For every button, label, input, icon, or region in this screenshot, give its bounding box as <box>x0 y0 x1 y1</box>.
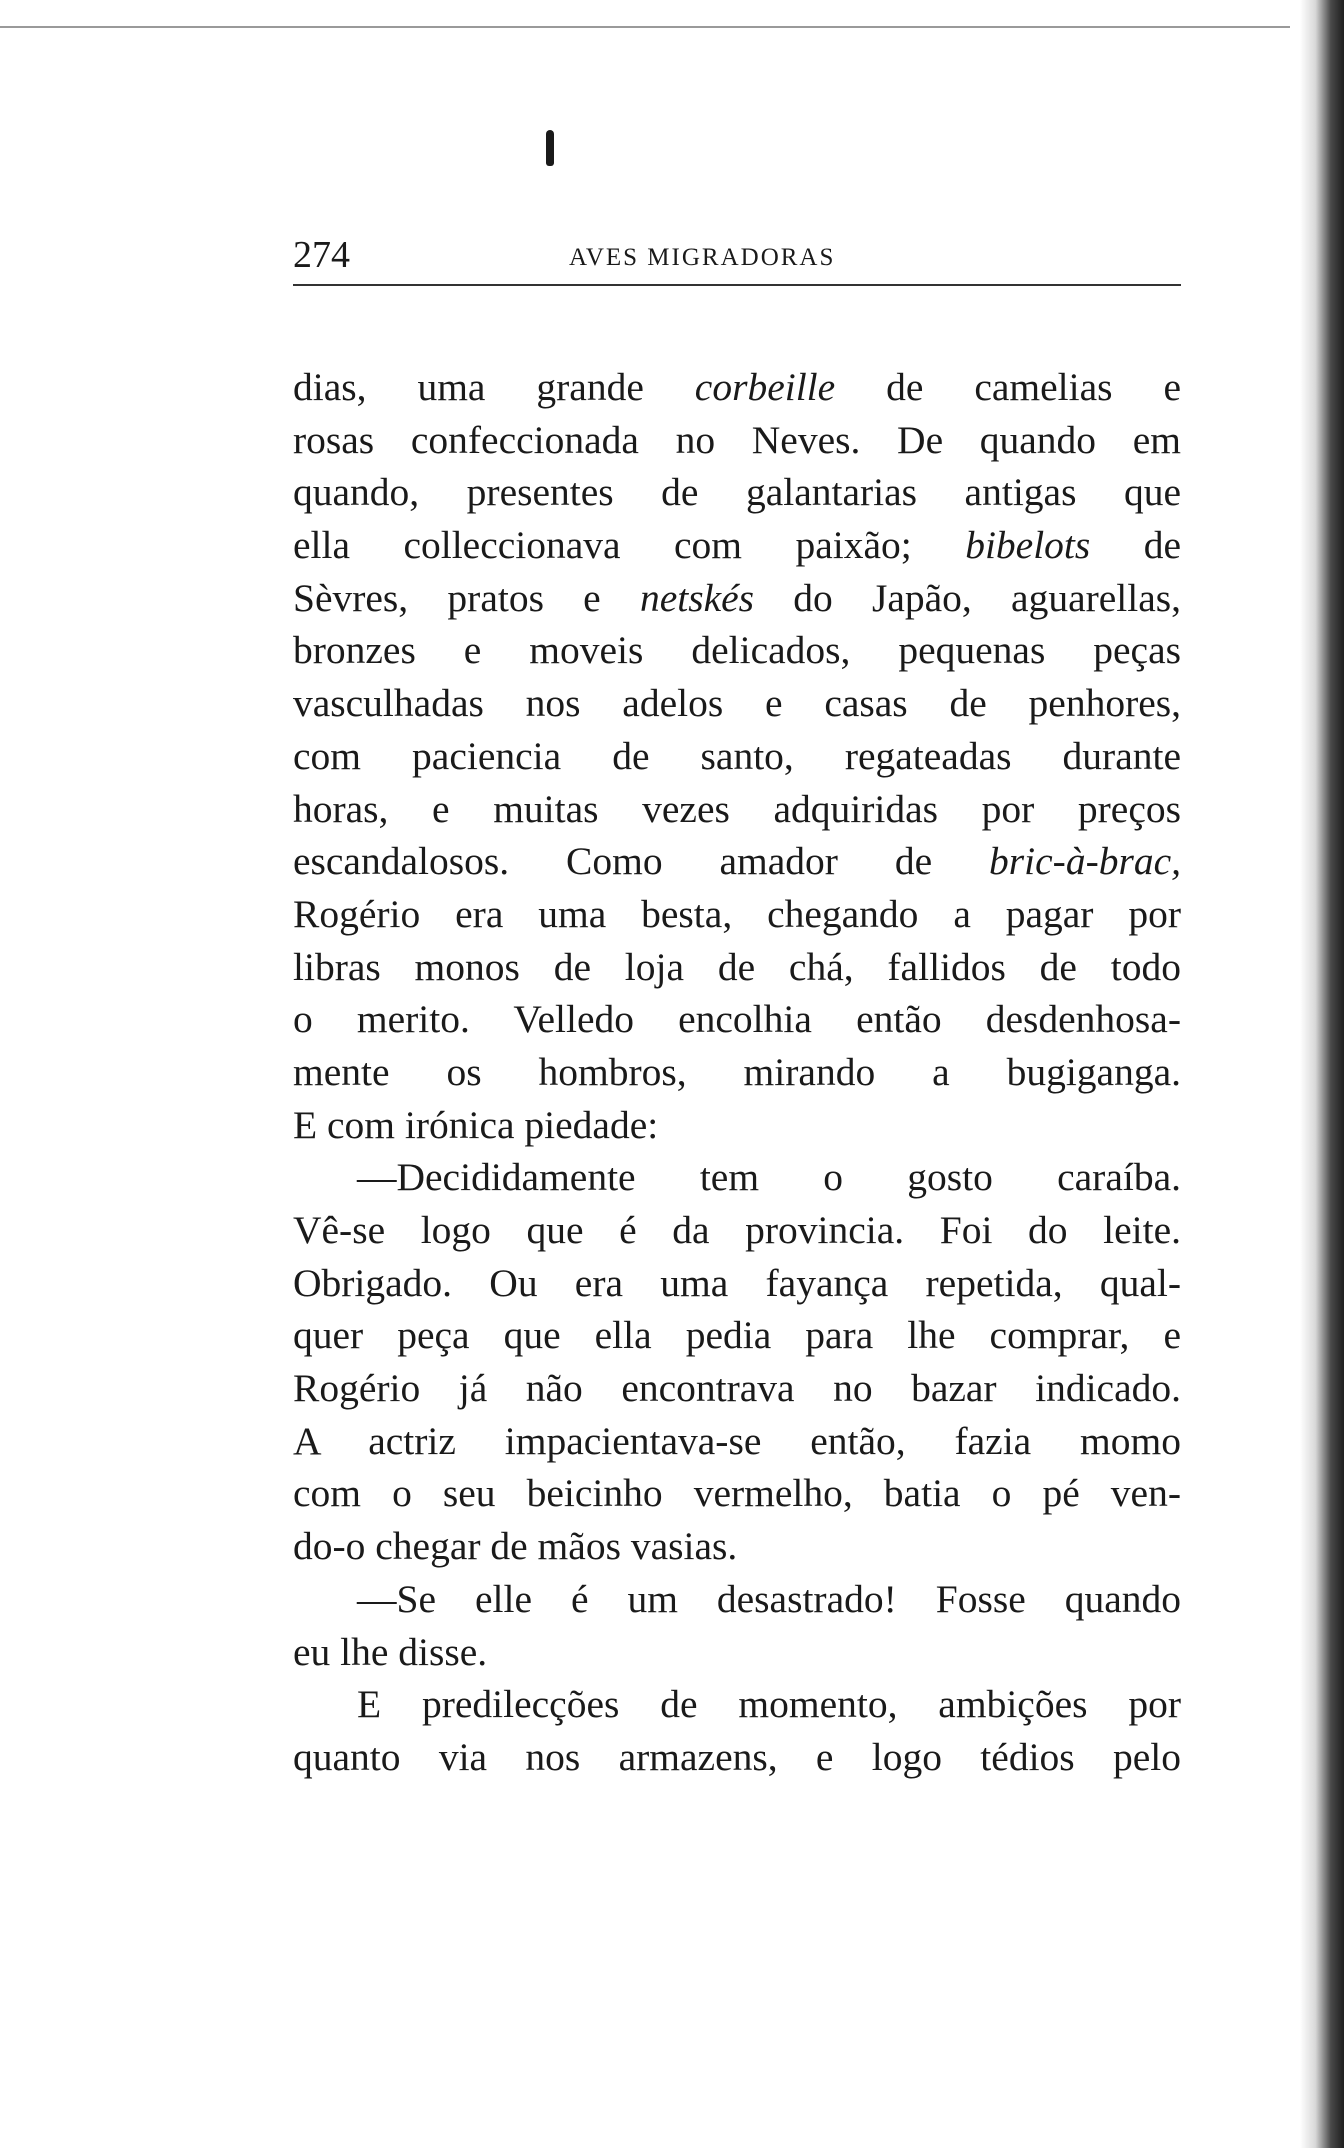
body-text <box>293 361 1181 1784</box>
text-line: A actriz impacientava-se então, fazia momo <box>293 1418 1181 1463</box>
text-line: E predilecções de momento, ambições por <box>357 1682 1181 1727</box>
page-number: 274 <box>293 234 350 276</box>
text-line: o merito. Velledo encolhia então desdenhosa- <box>293 997 1181 1042</box>
ink-mark <box>546 130 554 166</box>
page-header <box>293 232 1181 286</box>
text-line: mente os hombros, mirando a bugiganga. <box>293 1049 1181 1094</box>
text-line: Vê-se logo que é da provincia. Foi do leite. <box>293 1208 1181 1252</box>
text-line: rosas confeccionada no Neves. De quando em <box>293 417 1181 462</box>
text-line: —Decididamente tem o gosto caraíba. <box>357 1155 1181 1200</box>
text-line: libras monos de loja de chá, fallidos de todo <box>293 944 1181 989</box>
text-line: do-o chegar de mãos vasias. <box>293 1524 738 1569</box>
text-line: horas, e muitas vezes adquiridas por preços <box>293 786 1181 831</box>
text-line: bronzes e moveis delicados, pequenas peças <box>293 628 1181 673</box>
text-line: —Se elle é um desastrado! Fosse quando <box>357 1576 1181 1621</box>
text-line: quer peça que ella pedia para lhe comprar, e <box>293 1313 1181 1358</box>
italic-term: bric-à-brac, <box>989 839 1182 884</box>
text-line: Obrigado. Ou era uma fayança repetida, qual- <box>293 1260 1181 1305</box>
text-line: com o seu beicinho vermelho, batia o pé ven- <box>293 1471 1181 1516</box>
text-line: com paciencia de santo, regateadas durante <box>293 733 1181 778</box>
text-line: eu lhe disse. <box>293 1629 488 1674</box>
running-title: AVES MIGRADORAS <box>569 244 836 271</box>
text-line: quanto via nos armazens, e logo tédios pelo <box>293 1734 1181 1779</box>
text-line: ella colleccionava com paixão; bibelots de <box>293 523 1182 568</box>
text-line: E com irónica piedade: <box>293 1102 659 1147</box>
italic-term: corbeille <box>694 365 836 409</box>
book-binding-edge <box>1300 0 1344 2148</box>
text-line: vasculhadas nos adelos e casas de penhores, <box>293 681 1181 726</box>
text-line: dias, uma grande corbeille de camelias e <box>293 365 1181 409</box>
text-line: quando, presentes de galantarias antigas que <box>293 470 1181 515</box>
italic-term: bibelots <box>965 523 1091 568</box>
text-line: Rogério era uma besta, chegando a pagar por <box>293 891 1181 936</box>
italic-term: netskés <box>639 575 755 620</box>
page-top-rule <box>0 26 1290 28</box>
text-line: escandalosos. Como amador de bric-à-brac, <box>293 839 1182 884</box>
text-line: Rogério já não encontrava no bazar indicado. <box>293 1366 1181 1411</box>
text-line: Sèvres, pratos e netskés do Japão, aguarellas, <box>293 575 1182 620</box>
